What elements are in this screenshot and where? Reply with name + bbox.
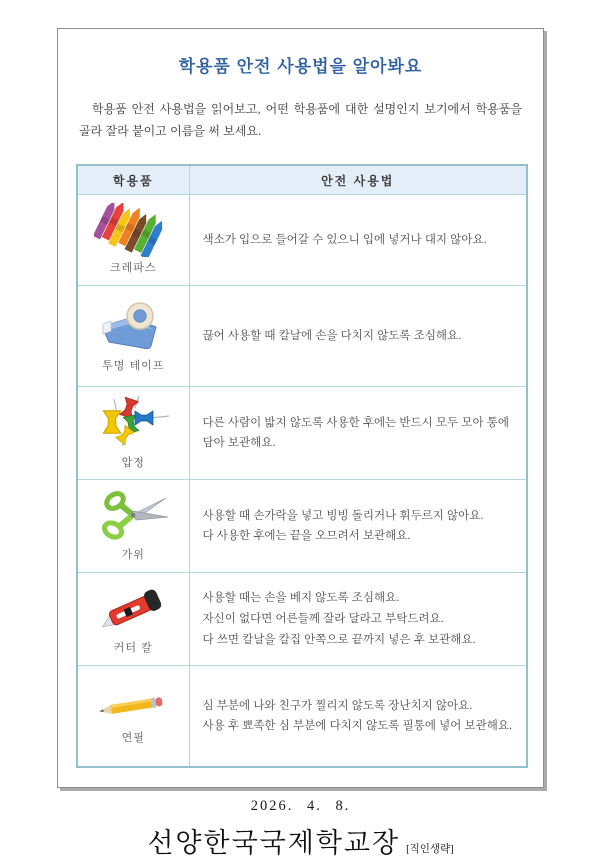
item-cell xyxy=(77,387,189,480)
intro-text: 학용품 안전 사용법을 읽어보고, 어떤 학용품에 대한 설명인지 보기에서 학용품을 골라 잘라 붙이고 이름을 써 보세요. xyxy=(79,102,522,139)
instruction-line: 사용할 때는 손을 베지 않도록 조심해요. xyxy=(202,592,400,605)
cutter-knife-icon xyxy=(80,581,187,637)
item-cell xyxy=(77,573,189,666)
supplies-table xyxy=(76,164,528,768)
instruction-line: 심 부분에 나와 친구가 찔리지 않도록 장난치지 않아요. xyxy=(202,699,473,712)
table-header-row xyxy=(77,165,527,195)
item-label: 압정 xyxy=(121,456,145,469)
table-row xyxy=(77,480,527,573)
safety-instructions-cell xyxy=(189,480,527,573)
seal-omitted-note: [직인생략] xyxy=(406,844,454,856)
table-row xyxy=(77,666,527,768)
instruction-line: 다 사용한 후에는 끝을 오므려서 보관해요. xyxy=(202,530,411,543)
item-cell xyxy=(77,666,189,768)
signature-line xyxy=(58,821,543,860)
table-row xyxy=(77,387,527,480)
item-label: 크레파스 xyxy=(109,261,157,274)
column-header-usage: 안전 사용법 xyxy=(189,165,527,195)
instruction-line: 사용 후 뾰족한 심 부분에 다치지 않도록 필통에 넣어 보관해요. xyxy=(202,720,513,733)
instruction-line: 끊어 사용할 때 칼날에 손을 다치지 않도록 조심해요. xyxy=(202,330,462,343)
table-row xyxy=(77,195,527,286)
item-label: 커터 칼 xyxy=(113,641,153,654)
instruction-line: 색소가 입으로 들어갈 수 있으니 입에 넣거나 대지 않아요. xyxy=(202,234,487,247)
safety-instructions-cell xyxy=(189,195,527,286)
pushpins-icon xyxy=(80,394,187,452)
instruction-line: 다른 사람이 밟지 않도록 사용한 후에는 반드시 모두 모아 통에 담아 보관해요. xyxy=(202,416,509,450)
table-row xyxy=(77,286,527,387)
column-header-item: 학용품 xyxy=(77,165,189,195)
item-label: 연필 xyxy=(121,731,145,744)
item-cell xyxy=(77,480,189,573)
item-label: 투명 테이프 xyxy=(102,359,165,372)
safety-instructions-cell xyxy=(189,286,527,387)
safety-instructions-cell xyxy=(189,387,527,480)
crayons-icon xyxy=(80,203,187,257)
page-title: 학용품 안전 사용법을 알아봐요 xyxy=(178,57,423,76)
instruction-line: 사용할 때 손가락을 넣고 빙빙 돌리거나 휘두르지 않아요. xyxy=(202,509,484,522)
pencil-icon xyxy=(80,685,187,727)
date-text: 2026. 4. 8. xyxy=(250,798,351,815)
item-cell xyxy=(77,286,189,387)
table-row xyxy=(77,573,527,666)
signer-name: 선양한국국제학교장 xyxy=(147,828,401,859)
safety-instructions-cell xyxy=(189,666,527,768)
instruction-line: 자신이 없다면 어른들께 잘라 달라고 부탁드려요. xyxy=(202,613,444,626)
safety-instructions-cell xyxy=(189,573,527,666)
tape-dispenser-icon xyxy=(80,297,187,355)
item-label: 가위 xyxy=(121,548,145,561)
item-cell xyxy=(77,195,189,286)
supplies-table-body xyxy=(77,195,527,768)
document-frame xyxy=(57,28,544,859)
instruction-line: 다 쓰면 칼날을 칼집 안쪽으로 끝까지 넣은 후 보관해요. xyxy=(202,633,476,646)
scissors-icon xyxy=(80,488,187,544)
